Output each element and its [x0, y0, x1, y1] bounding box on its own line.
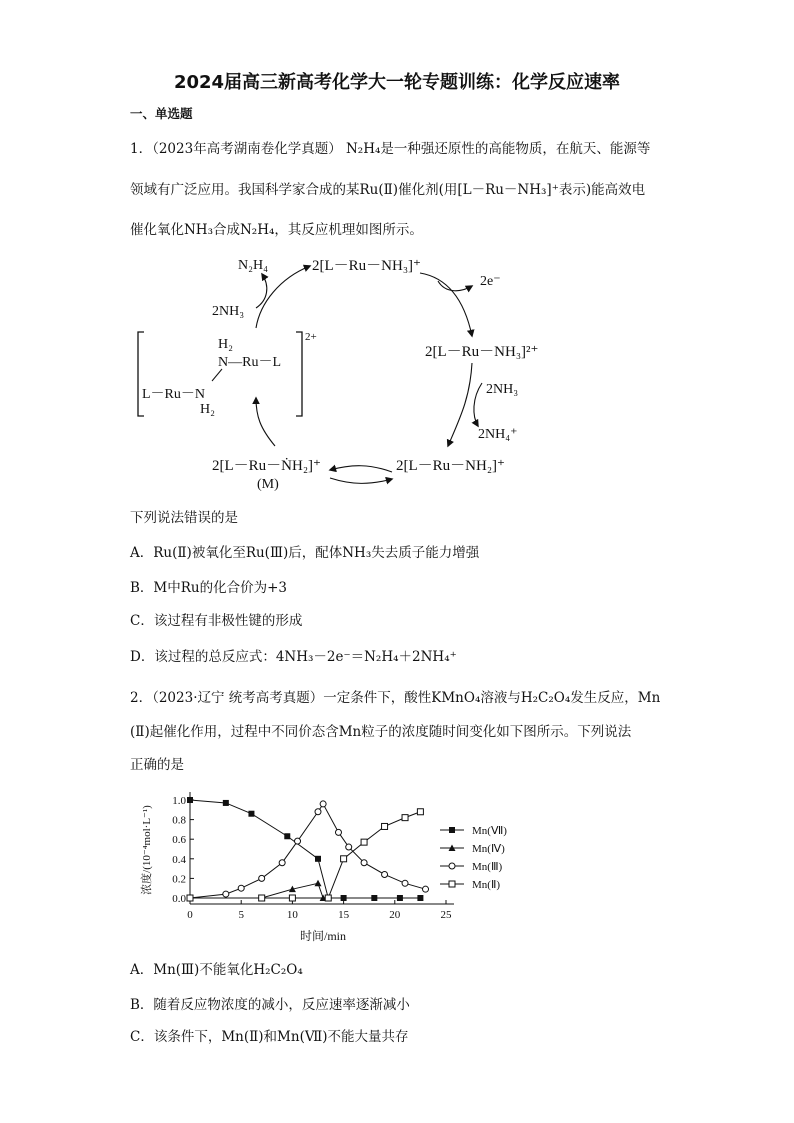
data-point — [449, 881, 455, 887]
y-tick-label: 0.2 — [172, 873, 186, 886]
nh4-product: 2NH₄⁺ — [478, 427, 518, 442]
complex-row1: N—Ru－L — [218, 355, 281, 370]
data-point — [238, 885, 244, 891]
data-point — [187, 895, 193, 901]
y-tick-label: 0.6 — [172, 834, 186, 847]
q1-option-b[interactable]: B．M中Ru的化合价为+3 — [130, 580, 288, 596]
data-point — [279, 860, 285, 866]
data-point — [223, 800, 229, 806]
data-point — [320, 801, 326, 807]
species-top: 2[L－Ru－NH₃]⁺ — [312, 258, 421, 274]
legend-label: Mn(Ⅱ) — [472, 879, 501, 891]
data-point — [325, 895, 331, 901]
x-axis-label: 时间/min — [299, 929, 347, 943]
legend-label: Mn(Ⅶ) — [472, 825, 507, 837]
y-tick-label: 0.8 — [172, 814, 186, 827]
q2-line-3: 正确的是 — [130, 757, 184, 773]
species-M-label: (M) — [257, 477, 279, 492]
y-axis-label: 浓度/(10⁻⁴mol·L⁻¹) — [141, 805, 153, 895]
data-point — [382, 871, 388, 877]
data-point — [187, 797, 193, 803]
x-tick-label: 5 — [238, 909, 244, 921]
concentration-time-chart — [128, 780, 528, 950]
data-point — [423, 886, 429, 892]
species-M: 2[L－Ru－ṄH₂]⁺ — [212, 458, 321, 474]
n2h4-product: N₂H₄ — [238, 258, 268, 273]
x-tick-label: 10 — [286, 909, 298, 921]
data-point — [315, 809, 321, 815]
data-point — [361, 839, 367, 845]
data-point — [382, 823, 388, 829]
data-point — [361, 860, 367, 866]
q1-option-a[interactable]: A．Ru(Ⅱ)被氧化至Ru(Ⅲ)后，配体NH₃失去质子能力增强 — [130, 545, 480, 561]
q1-option-d[interactable]: D．该过程的总反应式：4NH₃－2e⁻＝N₂H₄＋2NH₄⁺ — [130, 649, 457, 665]
data-point — [397, 895, 403, 901]
q1-option-c[interactable]: C．该过程有非极性键的形成 — [130, 613, 303, 629]
series-3 — [187, 809, 423, 901]
data-point — [341, 895, 347, 901]
reaction-mechanism-diagram — [120, 248, 680, 498]
y-tick-label: 1.0 — [172, 795, 186, 807]
species-right-top: 2[L－Ru－NH₃]²⁺ — [425, 344, 539, 360]
x-tick-label: 0 — [187, 909, 193, 921]
data-point — [417, 809, 423, 815]
page-title: 2024届高三新高考化学大一轮专题训练：化学反应速率 — [173, 72, 621, 93]
data-point — [371, 895, 377, 901]
series-line — [190, 800, 420, 898]
species-right-bottom: 2[L－Ru－NH₂]⁺ — [396, 458, 505, 474]
x-tick-label: 20 — [389, 909, 401, 921]
data-point — [259, 875, 265, 881]
complex-row2: L－Ru－N — [142, 387, 205, 402]
nh3-reactant-1: 2NH₃ — [212, 304, 245, 319]
data-point — [417, 895, 423, 901]
data-point — [284, 833, 290, 839]
complex-h2-bottom: H₂ — [200, 402, 215, 417]
y-tick-label: 0.0 — [172, 893, 186, 905]
q1-prompt: 下列说法错误的是 — [130, 510, 238, 526]
q1-line-1: 1．（2023年高考湖南卷化学真题） N₂H₄是一种强还原性的高能物质，在航天、能源等 — [130, 141, 651, 157]
q1-line-2: 领域有广泛应用。我国科学家合成的某Ru(Ⅱ)催化剂(用[L－Ru－NH₃]⁺表示)能高效电 — [130, 182, 646, 198]
data-point — [315, 856, 321, 862]
y-tick-label: 0.4 — [172, 853, 186, 866]
data-point — [346, 844, 352, 850]
q2-option-c[interactable]: C．该条件下，Mn(Ⅱ)和Mn(Ⅶ)不能大量共存 — [130, 1029, 409, 1045]
section-heading: 一、单选题 — [130, 106, 193, 121]
q2-option-b[interactable]: B．随着反应物浓度的减小，反应速率逐渐减小 — [130, 997, 410, 1013]
data-point — [341, 856, 347, 862]
legend-label: Mn(Ⅲ) — [472, 861, 503, 873]
data-point — [295, 838, 301, 844]
x-tick-label: 25 — [440, 909, 452, 921]
data-point — [289, 895, 295, 901]
data-point — [449, 863, 455, 869]
x-tick-label: 15 — [338, 909, 350, 921]
data-point — [402, 880, 408, 886]
data-point — [335, 829, 341, 835]
q2-line-1: 2．（2023·辽宁 统考高考真题）一定条件下，酸性KMnO₄溶液与H₂C₂O₄发生反应，Mn — [130, 690, 661, 706]
q2-line-2: (Ⅱ)起催化作用，过程中不同价态含Mn粒子的浓度随时间变化如下图所示。下列说法 — [130, 724, 632, 740]
data-point — [259, 895, 265, 901]
nh3-reactant-2: 2NH₃ — [486, 382, 519, 397]
data-point — [449, 827, 455, 833]
complex-charge: 2+ — [305, 331, 317, 343]
data-point — [315, 880, 322, 887]
complex-h2-top: H₂ — [218, 337, 233, 352]
series-0 — [187, 797, 423, 901]
q1-line-3: 催化氧化NH₃合成N₂H₄，其反应机理如图所示。 — [130, 222, 423, 238]
electron-loss: 2e⁻ — [480, 274, 501, 289]
q2-option-a[interactable]: A．Mn(Ⅲ)不能氧化H₂C₂O₄ — [130, 962, 303, 978]
data-point — [402, 815, 408, 821]
data-point — [223, 891, 229, 897]
data-point — [248, 811, 254, 817]
legend-label: Mn(Ⅳ) — [472, 843, 505, 855]
